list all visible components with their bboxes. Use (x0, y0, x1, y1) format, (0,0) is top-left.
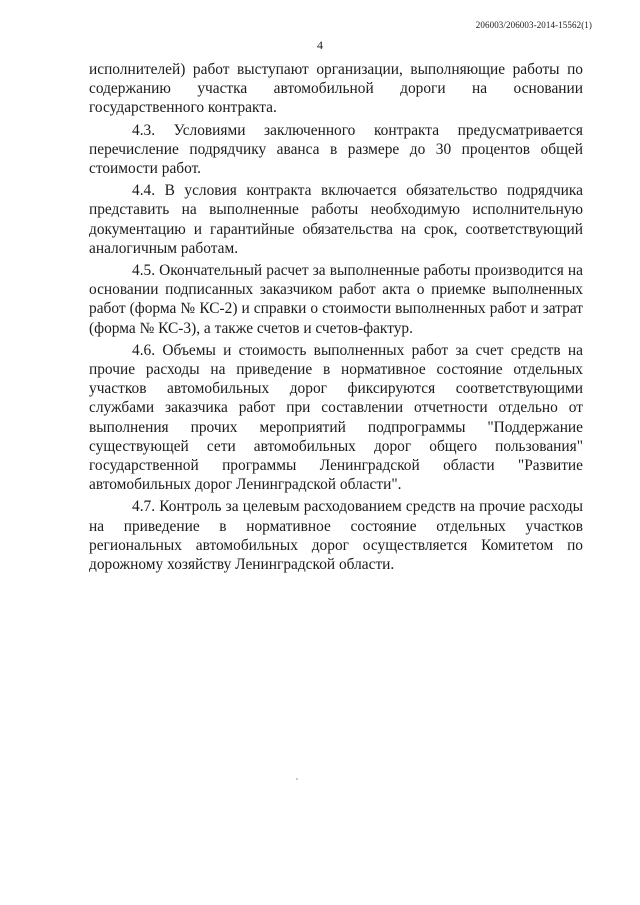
paragraph-continuation: исполнителей) работ выступают организации, выполняющие работы по содержанию участка автомобильной дороги на основании государственного контракта. (89, 61, 583, 117)
page-number: 4 (317, 38, 323, 52)
paragraph-4-5: 4.5. Окончательный расчет за выполненные работы производится на основании подписанных заказчиком работ акта о приемке выполненных работ (форма № КС-2) и справки о стоимости выполненных работ и затрат (форма № КС-3), а также счетов и счетов-фактур. (89, 262, 583, 337)
scan-speck (296, 778, 298, 780)
paragraph-4-4: 4.4. В условия контракта включается обязательство подрядчика представить на выполненные работы необходимую исполнительную документацию и гарантийные обязательства на срок, соответствующий аналогичным работам. (89, 182, 583, 257)
document-id: 206003/206003-2014-15562(1) (475, 20, 592, 30)
document-body (89, 60, 583, 577)
paragraph-4-6: 4.6. Объемы и стоимость выполненных работ за счет средств на прочие расходы на приведение в нормативное состояние отдельных участков автомобильных дорог фиксируются соответствующими службами заказчика работ при составлении отчетности отдельно от выполнения прочих мероприятий подпрограммы "Поддержание существующей сети автомобильных дорог общего пользования" государственной программы Ленинградской области "Развитие автомобильных дорог Ленинградской области". (89, 341, 583, 494)
paragraph-4-7: 4.7. Контроль за целевым расходованием средств на прочие расходы на приведение в нормативное состояние отдельных участков региональных автомобильных дорог осуществляется Комитетом по дорожному хозяйству Ленинградской области. (89, 498, 583, 574)
paragraph-4-3: 4.3. Условиями заключенного контракта предусматривается перечисление подрядчику аванса в размере до 30 процентов общей стоимости работ. (89, 121, 583, 178)
